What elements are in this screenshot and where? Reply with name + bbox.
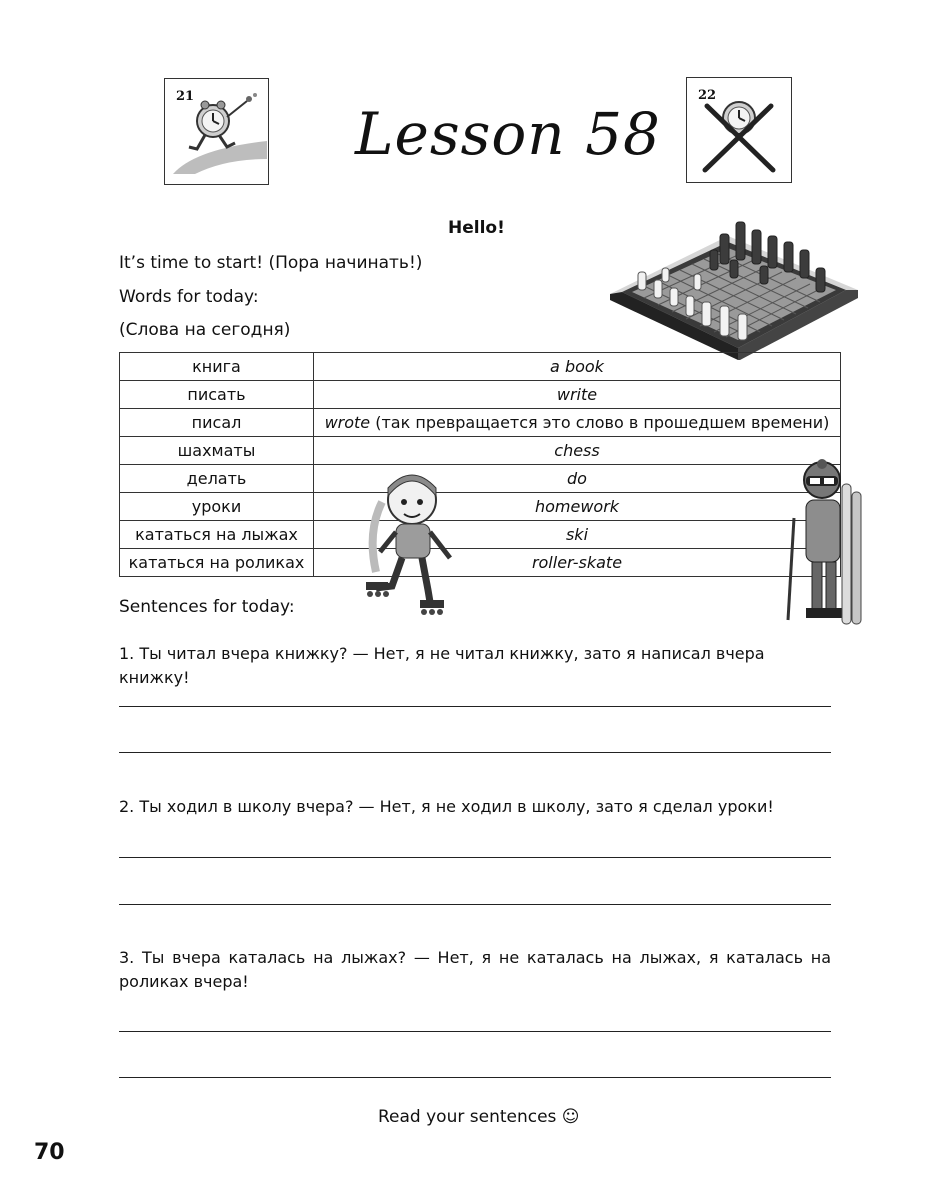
vocab-russian-word: кататься на лыжах [120, 521, 314, 549]
vocab-english-word [314, 409, 841, 437]
icon-box-21 [164, 78, 269, 185]
page-number: 70 [34, 1140, 65, 1165]
vocab-russian-word: делать [120, 465, 314, 493]
greeting: Hello! [448, 218, 505, 238]
crossed-out-clock-icon [687, 78, 791, 182]
vocab-row [120, 549, 841, 577]
running-clock-icon [165, 79, 268, 184]
answer-line-1a[interactable] [119, 706, 831, 707]
words-label: Words for today: [119, 287, 259, 307]
answer-line-1b[interactable] [119, 752, 831, 753]
words-label-ru: (Слова на сегодня) [119, 320, 291, 340]
vocab-russian-word: писать [120, 381, 314, 409]
vocab-note: (так превращается это слово в прошедшем времени) [370, 413, 830, 432]
vocab-english-term: write [556, 385, 598, 404]
sentence-3-number: 3. [119, 948, 135, 967]
icon-box-22 [686, 77, 792, 183]
vocab-row [120, 353, 841, 381]
sentence-3 [119, 946, 831, 994]
answer-line-2b[interactable] [119, 904, 831, 905]
vocab-row [120, 493, 841, 521]
vocab-english-term: chess [554, 441, 600, 460]
sentences-label: Sentences for today: [119, 597, 295, 617]
sentence-2-number: 2. [119, 797, 135, 816]
vocab-english-term: wrote [324, 413, 371, 432]
chess-board-illustration [610, 210, 860, 370]
vocab-english-term: do [567, 469, 587, 488]
icon-number-21: 21 [176, 89, 195, 104]
vocab-english-term: ski [565, 525, 589, 544]
roller-skating-girl-illustration [362, 462, 462, 620]
vocab-row [120, 437, 841, 465]
vocab-row [120, 465, 841, 493]
sentence-1-text: Ты читал вчера книжку? — Нет, я не читал книжку, зато я написал вчера книжку! [119, 644, 765, 687]
vocab-english-term: a book [550, 357, 604, 376]
sentence-2-text: Ты ходил в школу вчера? — Нет, я не ходил в школу, зато я сделал уроки! [139, 797, 774, 816]
sentence-1 [119, 642, 831, 690]
intro-start: It’s time to start! (Пора начинать!) [119, 253, 423, 273]
answer-line-3b[interactable] [119, 1077, 831, 1078]
vocab-row [120, 409, 841, 437]
vocab-russian-word: шахматы [120, 437, 314, 465]
answer-line-3a[interactable] [119, 1031, 831, 1032]
vocab-english-word [314, 381, 841, 409]
vocabulary-table [119, 352, 841, 577]
vocab-row [120, 381, 841, 409]
vocab-russian-word: уроки [120, 493, 314, 521]
skiing-boy-illustration [780, 458, 870, 626]
page-title: Lesson 58 [355, 100, 661, 168]
answer-line-2a[interactable] [119, 857, 831, 858]
vocab-english-term: roller-skate [531, 553, 623, 572]
icon-number-22: 22 [698, 88, 717, 103]
sentence-3-text: Ты вчера каталась на лыжах? — Нет, я не каталась на лыжах, я каталась на роликах вчера! [119, 948, 831, 991]
vocab-russian-word: книга [120, 353, 314, 381]
vocab-russian-word: писал [120, 409, 314, 437]
vocab-english-word [314, 437, 841, 465]
vocab-russian-word: кататься на роликах [120, 549, 314, 577]
sentence-2 [119, 795, 831, 819]
vocab-english-term: homework [534, 497, 620, 516]
vocab-english-word [314, 353, 841, 381]
sentence-1-number: 1. [119, 644, 135, 663]
vocab-row [120, 521, 841, 549]
read-sentences: Read your sentences ☺ [378, 1107, 580, 1127]
